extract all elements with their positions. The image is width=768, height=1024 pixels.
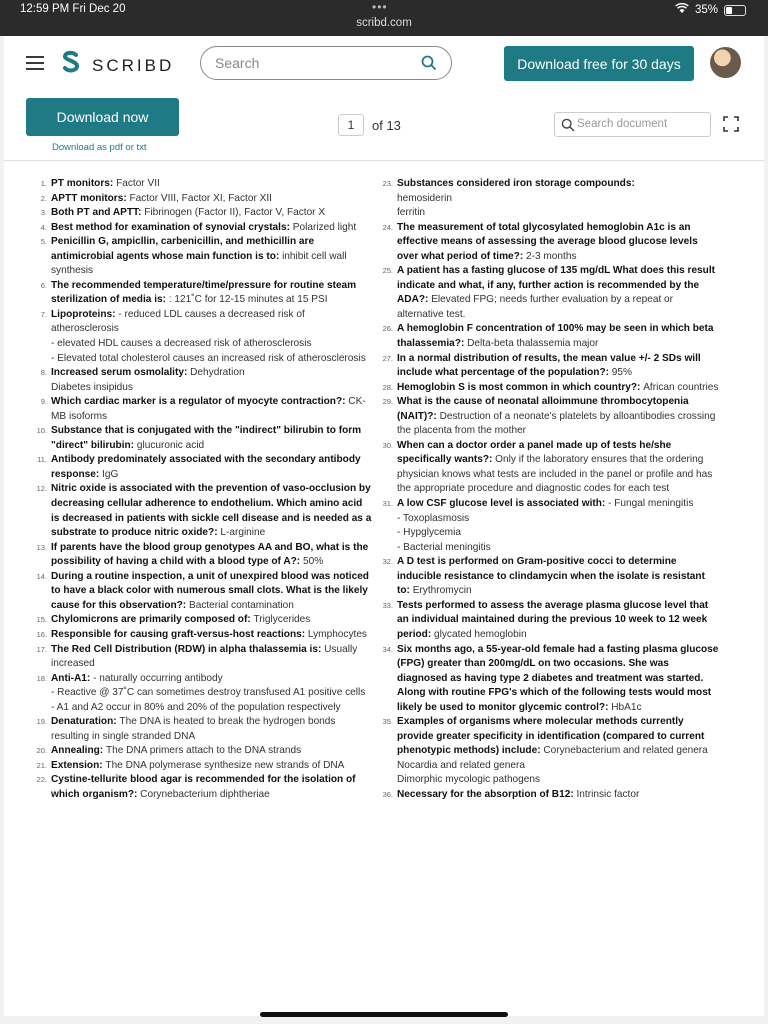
question-text: Examples of organisms where molecular methods currently provide greater specificity in identification (compared to current phenotypic methods) include: [397,716,705,757]
list-item [380,352,720,381]
item-body [51,279,372,308]
list-item [34,177,372,192]
list-item [34,308,372,366]
answer-text: Polarized light [292,221,357,233]
list-item [380,177,720,221]
list-item [380,599,720,643]
item-number: 11. [37,455,47,465]
download-note[interactable]: Download as pdf or txt [52,142,147,153]
item-body [397,177,720,221]
item-body [51,482,372,540]
answer-text: inhibit cell wall synthesis [51,250,347,277]
list-item [34,221,372,236]
battery-percent: 35% [694,4,718,16]
answer-text: L-arginine [220,527,266,539]
question-text: Both PT and APTT: [51,207,145,219]
item-body [51,395,372,424]
item-number: 32. [382,557,393,567]
list-item [380,221,720,265]
search-icon[interactable] [421,55,437,71]
answer-text: Corynebacterium and related genera [543,745,708,757]
list-item [380,395,720,439]
question-text: A low CSF glucose level is associated with: [397,498,609,510]
question-text: Tests performed to assess the average plasma glucose level that an individual maintained during the previous 10 week to 12 week period: [397,599,709,640]
question-text: What is the cause of neonatal alloimmune thrombocytopenia (NAIT)?: [397,396,689,422]
item-body [397,599,720,643]
list-item [34,672,372,716]
item-number: 15. [36,615,47,625]
item-body [397,439,720,497]
menu-icon[interactable] [26,56,44,70]
question-text: Anti-A1: [51,672,94,684]
item-body [397,788,720,803]
answer-text: Dimorphic mycologic pathogens [397,774,541,786]
left-column [34,177,372,803]
status-bar [0,0,768,36]
list-item [34,192,372,207]
question-text: A hemoglobin F concentration of 100% may be seen in which beta thalassemia?: [397,323,714,350]
question-text: Increased serum osmolality: [51,367,191,379]
question-text: Cystine-tellurite blood agar is recommended for the isolation of which organism?: [51,774,356,800]
document-search[interactable] [554,112,711,137]
answer-text: 2-3 months [526,250,577,262]
page-total: of 13 [372,117,401,133]
question-text: PT monitors: [51,178,117,189]
answer-text: hemosiderin [397,192,452,204]
answer-text: Nocardia and related genera [397,759,525,771]
document-search-input[interactable] [577,118,705,130]
item-number: 5. [40,237,47,247]
item-body [51,773,372,802]
question-text: Annealing: [51,745,106,757]
answer-text: : 121˚C for 12-15 minutes at 15 PSI [168,294,328,306]
question-text: The recommended temperature/time/pressure for routine steam sterilization of media is: [51,279,357,306]
question-text: A D test is performed on Gram-positive cocci to determine inducible resistance to clindamycin when the isolate is resistant to: [397,556,705,597]
answer-text: Diabetes insipidus [51,381,133,393]
item-number: 23. [382,179,393,188]
list-item [380,555,720,599]
item-number: 29. [382,397,393,407]
answer-text: 50% [302,556,324,568]
answer-text: - Bacterial meningitis [397,541,491,553]
list-item [380,264,720,322]
list-item [34,613,372,628]
item-body [397,555,720,599]
item-body [51,366,372,395]
question-text: Penicillin G, ampicllin, carbenicillin, and methicillin are antimicrobial agents whose main function is to: [51,236,315,262]
item-body [397,322,720,351]
item-body [397,715,720,788]
question-text: A patient has a fasting glucose of 135 mg/dL What does this result indicate and what, if any, further action is recommended by the ADA?: [397,265,716,306]
list-item [34,395,372,424]
item-number: 34. [382,644,393,654]
list-item [380,381,720,396]
item-number: 21. [36,760,47,770]
item-body [51,235,372,279]
list-item [34,279,372,308]
item-number: 7. [40,309,47,319]
answer-text: Erythromycin [412,585,472,597]
item-body [51,744,372,759]
download-trial-button[interactable]: Download free for 30 days [504,46,694,81]
answer-text: Usually increased [51,643,358,670]
item-number: 18. [36,673,47,683]
answer-text: African countries [643,381,719,393]
question-text: Antibody predominately associated with the secondary antibody response: [51,454,361,480]
list-item [34,773,372,802]
list-item [34,206,372,221]
answer-text: Lymphocytes [307,628,367,640]
answer-text: Bacterial contamination [188,599,294,611]
answer-text: - A1 and A2 occur in 80% and 20% of the population respectively [51,701,341,713]
item-number: 35. [382,717,393,727]
item-number: 2. [40,193,47,203]
status-time: 12:59 PM Fri Dec 20 [20,3,126,15]
answer-text: - Toxoplasmosis [397,512,470,524]
answer-text: Triglycerides [253,614,311,626]
item-number: 20. [36,746,47,756]
answer-text: ferritin [397,207,426,219]
answer-text: - Elevated total cholesterol causes an increased risk of atherosclerosis [51,352,366,364]
question-text: Necessary for the absorption of B12: [397,788,577,800]
item-number: 16. [36,629,47,639]
item-number: 36. [382,789,393,799]
list-item [34,366,372,395]
question-text: Substances considered iron storage compounds: [397,178,635,189]
fullscreen-icon[interactable] [723,116,739,132]
item-number: 25. [382,266,393,276]
item-number: 22. [36,775,47,785]
battery-icon [724,5,746,16]
item-body [51,221,372,236]
download-now-button[interactable]: Download now [26,98,179,136]
list-item [34,759,372,774]
search-icon [561,118,575,132]
item-number: 17. [36,644,47,654]
list-item [34,715,372,744]
item-number: 33. [382,600,393,610]
question-text: Six months ago, a 55-year-old female had a fasting plasma glucose (FPG) greater than 200mg/dL on two occasions. She was diagnosed as having type 2 diabetes and treatment was started. Along with routine FPG's which of the following tests would most likely be used to monitor glycemic control?: [397,643,719,713]
status-right [675,3,746,17]
scribd-logo[interactable] [60,50,174,81]
item-body [51,541,372,570]
list-item [34,570,372,614]
list-item [380,788,720,803]
item-body [51,715,372,744]
item-number: 13. [36,542,47,552]
item-body [397,264,720,322]
viewer-toolbar [4,92,764,160]
question-text: If parents have the blood group genotypes AA and BO, what is the possibility of having a child with a blood type of A?: [51,541,369,568]
list-item [34,541,372,570]
item-body [51,424,372,453]
page-indicator [338,114,401,136]
item-body [397,643,720,716]
list-item [34,235,372,279]
answer-text: Dehydration [190,367,245,379]
item-number: 14. [36,571,47,581]
site-header [4,36,764,92]
home-indicator[interactable] [260,1012,508,1017]
answer-text: - reduced LDL causes a decreased risk of atherosclerosis [51,308,305,335]
item-body [397,221,720,265]
url-label[interactable]: scribd.com [356,17,412,29]
answer-text: Elevated FPG; needs further evaluation by a repeat or alternative test. [397,294,674,320]
answer-text: CK-MB isoforms [51,396,366,422]
answer-text: - Hypglycemia [397,527,461,539]
answer-text: - elevated HDL causes a decreased risk of atherosclerosis [51,338,312,350]
item-number: 12. [36,484,47,494]
answer-text: - naturally occurring antibody [93,672,223,684]
answer-text: Intrinsic factor [576,788,640,800]
item-body [51,192,372,207]
item-number: 26. [382,324,393,334]
item-number: 1. [40,179,47,188]
more-dots-icon[interactable]: ••• [372,0,388,14]
question-text: Chylomicrons are primarily composed of: [51,614,254,626]
item-number: 24. [382,222,393,232]
answer-text: glucuronic acid [136,439,205,451]
question-text: Lipoproteins: [51,308,119,320]
answer-text: Corynebacterium diphtheriae [140,788,270,800]
question-text: Hemoglobin S is most common in which country?: [397,381,644,393]
item-number: 27. [382,353,393,363]
item-number: 4. [40,222,47,232]
item-body [51,453,372,482]
list-item [34,628,372,643]
item-number: 19. [36,717,47,727]
item-number: 3. [40,208,47,218]
question-text: Nitric oxide is associated with the prevention of vaso-occlusion by decreasing cellular adherence to endothelium. Which amino acid is decreased in patients with sickle cell disease and is needed as a substrate to produce nitric oxide?: [51,483,372,539]
page-number-input[interactable]: 1 [338,114,364,136]
item-number: 28. [382,382,393,392]
list-item [380,322,720,351]
scribd-s-icon [60,50,82,81]
answer-text: Fibrinogen (Factor II), Factor V, Factor X [144,207,326,219]
item-body [51,628,372,643]
item-body [397,395,720,439]
question-text: The Red Cell Distribution (RDW) in alpha thalassemia is: [51,643,325,655]
document-page [4,160,764,1016]
question-text: In a normal distribution of results, the mean value +/- 2 SDs will include what percentage of the population?: [397,352,701,379]
item-body [51,206,372,221]
question-text: APTT monitors: [51,192,130,204]
item-body [51,643,372,672]
item-body [397,497,720,555]
answer-text: - Fungal meningitis [608,498,694,510]
item-number: 10. [36,426,47,436]
list-item [380,643,720,716]
answer-text: Factor VII [116,178,160,189]
list-item [380,439,720,497]
answer-text: Delta-beta thalassemia major [467,338,599,350]
answer-text: glycated hemoglobin [434,628,527,640]
list-item [34,453,372,482]
question-text: Extension: [51,759,106,771]
answer-text: Destruction of a neonate's platelets by alloantibodies crossing the placenta from the mother [397,410,716,437]
brand-name: SCRIBD [92,55,175,75]
question-text: The measurement of total glycosylated hemoglobin A1c is an effective means of assessing the average blood glucose levels over what period of time?: [397,221,698,262]
question-text: Which cardiac marker is a regulator of myocyte contraction?: [51,396,349,408]
item-body [51,177,372,192]
answer-text: Only if the laboratory ensures that the ordering physician knows what tests are included in the panel or profile and has the appropriate procedure and diagnostic codes for each test [397,454,713,495]
answer-text: HbA1c [611,701,642,713]
list-item [380,497,720,555]
question-text: Best method for examination of synovial crystals: [51,221,293,233]
item-body [51,613,372,628]
item-number: 31. [382,499,393,509]
item-body [397,352,720,381]
item-number: 30. [382,440,393,450]
item-number: 8. [40,368,47,378]
item-number: 6. [40,280,47,290]
search-input[interactable] [215,55,405,71]
list-item [380,715,720,788]
question-text: During a routine inspection, a unit of unexpired blood was noticed to have a black color with numerous small clots. What is the likely cause for this observation?: [51,570,369,611]
answer-text: The DNA primers attach to the DNA strands [105,745,302,757]
answer-text: The DNA polymerase synthesize new strands of DNA [105,759,345,771]
item-number: 9. [40,397,47,407]
avatar[interactable] [710,47,741,78]
list-item [34,424,372,453]
answer-text: Factor VIII, Factor XI, Factor XII [129,192,272,204]
question-text: Denaturation: [51,716,120,728]
list-item [34,744,372,759]
question-text: Responsible for causing graft-versus-host reactions: [51,628,308,640]
list-item [34,643,372,672]
answer-text: The DNA is heated to break the hydrogen bonds resulting in single stranded DNA [51,716,336,742]
item-body [51,570,372,614]
answer-text: 95% [611,367,632,379]
item-body [51,672,372,716]
item-body [51,308,372,366]
question-text: Substance that is conjugated with the "indirect" bilirubin to form "direct" bilirubin: [51,425,362,451]
answer-text: IgG [102,468,119,480]
answer-text: - Reactive @ 37˚C can sometimes destroy transfused A1 positive cells [51,687,366,699]
right-column [380,177,720,803]
question-text: When can a doctor order a panel made up of tests he/she specifically wants?: [397,439,672,466]
item-body [397,381,720,396]
wifi-icon [675,3,689,17]
list-item [34,482,372,540]
item-body [51,759,372,774]
site-search[interactable] [200,46,452,80]
